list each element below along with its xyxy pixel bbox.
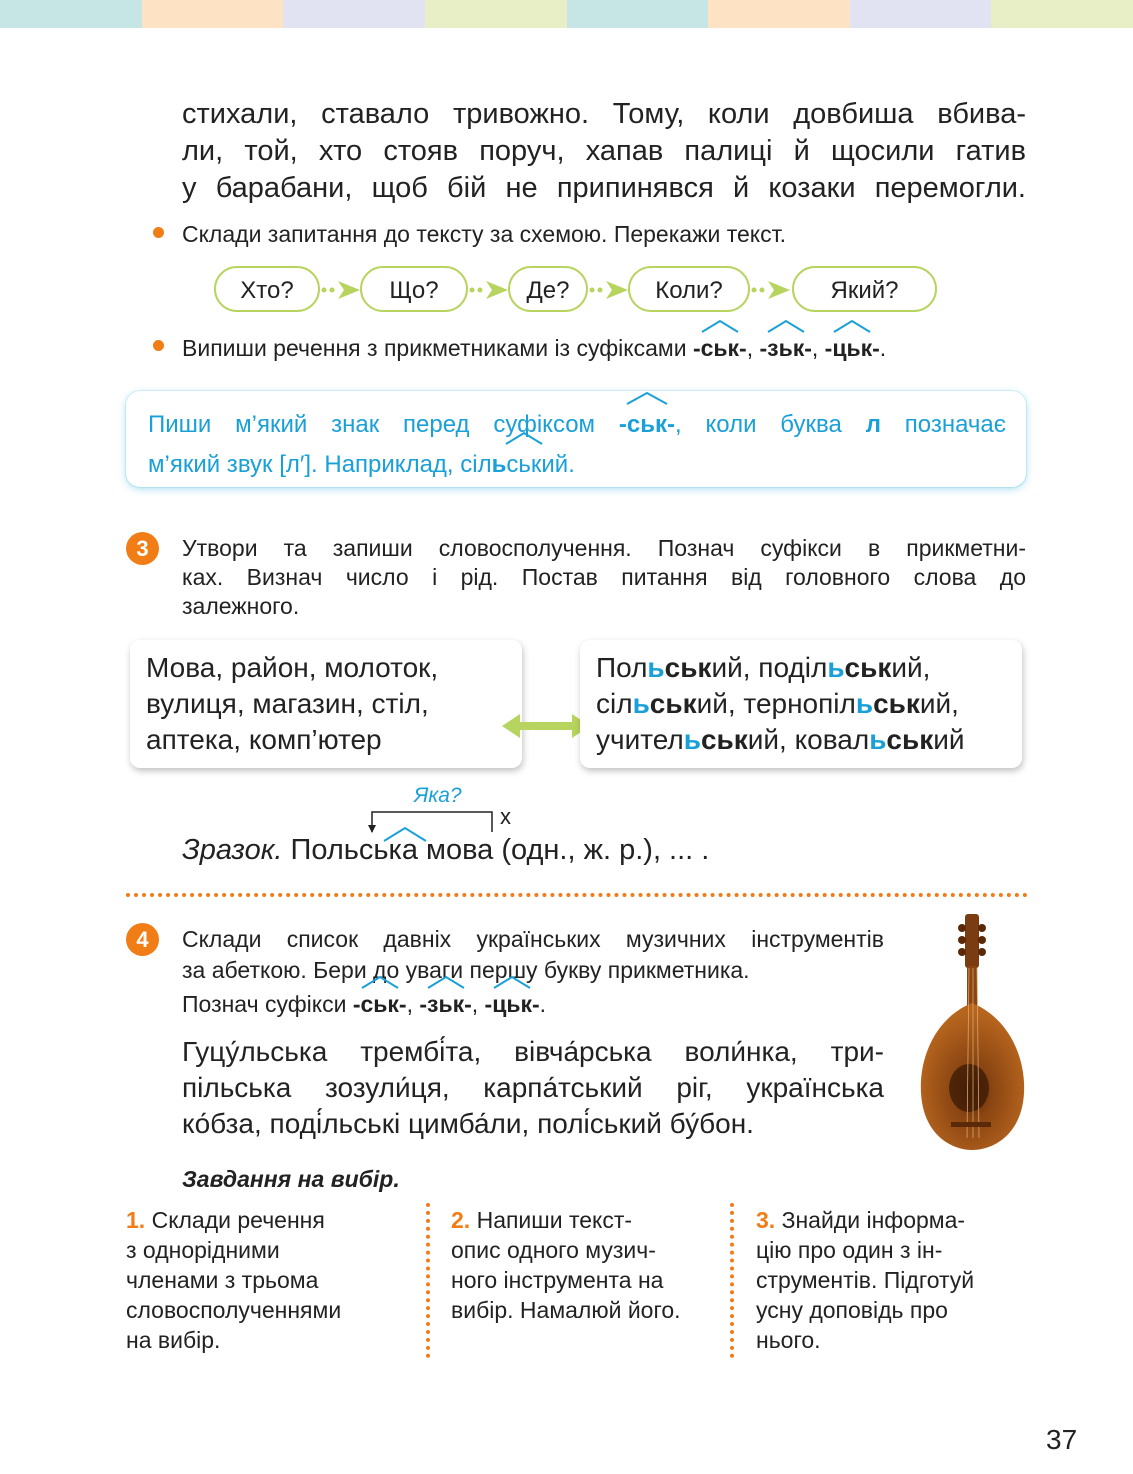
word-part: Пол [596, 652, 648, 683]
word-line [596, 686, 1006, 722]
text-line: стихали, ставало тривожно. Тому, коли довбиша вбива- [182, 98, 1026, 130]
rule-line: Пиши м’який знак перед суфіксом -ськ-, коли буква л позначає [148, 405, 1006, 445]
choice-task-1: 1. Склади речення з однорідними членами з трьома словосполученнями на вибір. [126, 1207, 342, 1353]
bullet-icon [153, 340, 164, 351]
task4-instruction: Склади список давніх українських музичних інструментів за абеткою. Бери до уваги першу букву прикметника. Познач суфікси -ськ-, -зьк-, -цьк-. [182, 924, 884, 1020]
word-part: учител [596, 724, 684, 755]
soft-sign: ь [827, 652, 845, 683]
choice-task-2: 2. Напиши текст- опис одного музич- ного інструмента на вибір. Намалюй його. [451, 1207, 681, 1323]
text-line: Гуцу́льська трембі́та, вівча́рська воли́нка, три- [182, 1036, 884, 1067]
nouns-box [130, 640, 522, 768]
section-divider [126, 893, 1028, 897]
suffix-mark: ськ [506, 445, 541, 485]
suffix-arc-icon [832, 319, 872, 333]
word-part: ий, поділ [711, 652, 828, 683]
suffix: ськ [700, 724, 748, 755]
soft-sign: ь [869, 724, 887, 755]
adjectives-box [580, 640, 1022, 768]
bullet-instruction-suffixes: Випиши речення з прикметниками із суфіксами -ськ-, -зьк-, -цьк-. [182, 333, 886, 363]
suffix-arc-icon [360, 975, 400, 989]
suffix-mark: -цьк- [485, 989, 540, 1020]
question-label: Яка? [414, 784, 462, 807]
word-part: ий, тернопіл [696, 688, 856, 719]
choice-title: Завдання на вибір. [182, 1166, 400, 1192]
text-line: ко́бза, поді́льські цимба́ли, полі́ський бу́бон. [182, 1108, 754, 1139]
scheme-pill: Який? [792, 266, 937, 312]
instrument-list [182, 1034, 884, 1142]
top-color-stripe [0, 0, 1133, 28]
double-arrow-icon [502, 712, 590, 740]
scheme-pill: Хто? [214, 266, 320, 312]
soft-sign: ь [647, 652, 665, 683]
page-number: 37 [1046, 1424, 1078, 1455]
suffix: ськ [886, 724, 934, 755]
sample-line: Зразок. Польська мова (одн., ж. р.), ... . [182, 834, 710, 866]
word-part: ий, [891, 652, 931, 683]
arrow-right-icon [750, 278, 792, 302]
soft-sign: ь [683, 724, 701, 755]
suffix-mark: -ськ- [693, 333, 747, 363]
suffix-arc-icon [504, 431, 544, 445]
choice-task-3: 3. Знайди інформа- цію про один з ін- струментів. Підготуй усну доповідь про нього. [756, 1207, 975, 1353]
suffix-mark: -ськ- [619, 405, 675, 445]
choice-divider [730, 1203, 734, 1358]
choice-divider [426, 1203, 430, 1358]
suffix-mark: -зьк- [759, 333, 811, 363]
word-part: сіл [596, 688, 633, 719]
suffix-arc-icon [625, 391, 669, 405]
suffix-arc-icon [700, 319, 740, 333]
text-line: ли, той, хто стояв поруч, хапав палиці й щосили гатив [182, 135, 1026, 167]
word-part: ий [933, 724, 965, 755]
suffix: ськ [873, 688, 920, 719]
word-part: ий, ковал [747, 724, 870, 755]
arrow-right-icon [588, 278, 630, 302]
bullet-icon [153, 227, 164, 238]
suffix-mark: -цьк- [825, 333, 880, 363]
suffix-arc-icon [492, 975, 532, 989]
word-line [596, 650, 1006, 686]
word-line: аптека, комп’ютер [146, 724, 382, 755]
suffix: ськ [664, 652, 712, 683]
suffix: ськ [649, 688, 697, 719]
soft-sign: ь [632, 688, 650, 719]
word-line [596, 722, 1006, 758]
suffix: ськ [844, 652, 892, 683]
arrow-right-icon [320, 278, 362, 302]
bullet-instruction: Склади запитання до тексту за схемою. Перекажи текст. [182, 221, 786, 247]
x-mark: x [500, 804, 511, 829]
scheme-pill: Де? [508, 266, 588, 312]
rule-line: м’який звук [л′]. Наприклад, сіль ський. [148, 445, 1006, 485]
suffix-arc-icon [426, 975, 466, 989]
arrow-right-icon [468, 278, 510, 302]
rule-box [126, 391, 1026, 487]
scheme-pill: Що? [360, 266, 468, 312]
task-number-badge: 3 [126, 532, 159, 565]
word-part: ий, [919, 688, 959, 719]
task3-instruction: Утвори та запиши словосполучення. Познач суфікси в прикметни- ках. Визнач число і рід. Постав питання від головного слова до залежного. [182, 535, 1026, 619]
suffix-mark: -зьк- [419, 989, 471, 1020]
suffix-mark: -ськ- [353, 989, 407, 1020]
text-continuation [182, 96, 1026, 207]
soft-sign: ь [855, 688, 874, 719]
task-number-badge: 4 [126, 923, 159, 956]
word-line: Мова, район, молоток, [146, 652, 439, 683]
word-line: вулиця, магазин, стіл, [146, 688, 429, 719]
text-line: пільська зозули́ця, карпа́тський ріг, українська [182, 1072, 884, 1103]
scheme-pill: Коли? [628, 266, 750, 312]
kobza-icon [905, 908, 1045, 1158]
suffix-arc-icon [766, 319, 806, 333]
text-line: у барабани, щоб бій не припинявся й козаки перемогли. [182, 172, 1026, 204]
